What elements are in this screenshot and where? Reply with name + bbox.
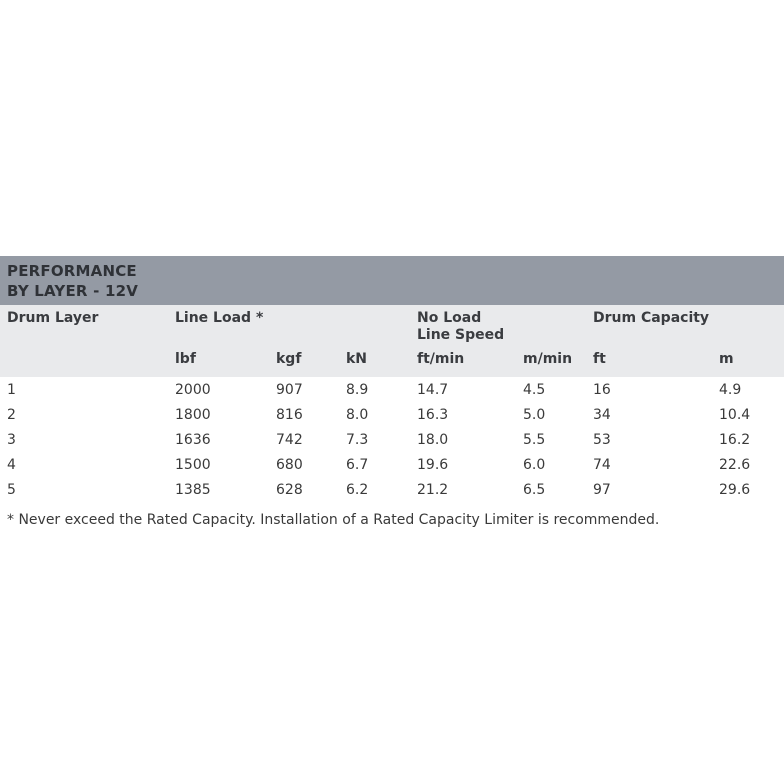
table-cell: 5.5 xyxy=(523,432,546,448)
table-cell: 16.2 xyxy=(719,432,751,448)
table-cell: 628 xyxy=(276,482,303,498)
table-cell: 8.9 xyxy=(346,382,369,398)
performance-table xyxy=(0,256,784,528)
table-footnote: * Never exceed the Rated Capacity. Installation of a Rated Capacity Limiter is recommended. xyxy=(7,512,660,528)
table-cell: 18.0 xyxy=(417,432,449,448)
table-cell: 4 xyxy=(7,457,16,473)
table-cell: 4.9 xyxy=(719,382,742,398)
table-cell: 2000 xyxy=(175,382,211,398)
table-cell: 8.0 xyxy=(346,407,369,423)
header-no-load-line1: No Load xyxy=(417,310,482,326)
table-cell: 1 xyxy=(7,382,16,398)
table-cell: 816 xyxy=(276,407,303,423)
table-cell: 14.7 xyxy=(417,382,449,398)
table-cell: 680 xyxy=(276,457,303,473)
table-cell: 21.2 xyxy=(417,482,449,498)
table-title-line2: BY LAYER - 12V xyxy=(7,282,139,300)
unit-kgf: kgf xyxy=(276,351,302,367)
table-cell: 4.5 xyxy=(523,382,546,398)
table-cell: 6.2 xyxy=(346,482,369,498)
table-title-bar xyxy=(0,256,784,305)
header-no-load-line2: Line Speed xyxy=(417,327,505,343)
table-cell: 1500 xyxy=(175,457,211,473)
table-cell: 19.6 xyxy=(417,457,449,473)
unit-kn: kN xyxy=(346,351,368,367)
header-drum-capacity: Drum Capacity xyxy=(593,310,710,326)
table-cell: 5 xyxy=(7,482,16,498)
table-cell: 29.6 xyxy=(719,482,751,498)
table-cell: 907 xyxy=(276,382,303,398)
table-cell: 742 xyxy=(276,432,303,448)
table-cell: 6.0 xyxy=(523,457,546,473)
unit-m: m xyxy=(719,351,734,367)
table-cell: 1800 xyxy=(175,407,211,423)
table-cell: 74 xyxy=(593,457,611,473)
table-cell: 34 xyxy=(593,407,611,423)
table-title-line1: PERFORMANCE xyxy=(7,262,137,280)
table-cell: 5.0 xyxy=(523,407,546,423)
unit-ft: ft xyxy=(593,351,606,367)
table-cell: 7.3 xyxy=(346,432,369,448)
table-cell: 97 xyxy=(593,482,611,498)
table-cell: 1636 xyxy=(175,432,211,448)
table-cell: 10.4 xyxy=(719,407,751,423)
table-body xyxy=(0,377,784,507)
header-drum-layer: Drum Layer xyxy=(7,310,99,326)
table-cell: 3 xyxy=(7,432,16,448)
header-line-load: Line Load * xyxy=(175,310,264,326)
unit-ft-min: ft/min xyxy=(417,351,465,367)
table-cell: 2 xyxy=(7,407,16,423)
unit-lbf: lbf xyxy=(175,351,196,367)
table-header xyxy=(0,305,784,377)
table-cell: 22.6 xyxy=(719,457,751,473)
unit-m-min: m/min xyxy=(523,351,573,367)
table-cell: 1385 xyxy=(175,482,211,498)
table-cell: 16 xyxy=(593,382,611,398)
table-cell: 6.5 xyxy=(523,482,546,498)
table-cell: 16.3 xyxy=(417,407,449,423)
table-cell: 53 xyxy=(593,432,611,448)
table-cell: 6.7 xyxy=(346,457,369,473)
